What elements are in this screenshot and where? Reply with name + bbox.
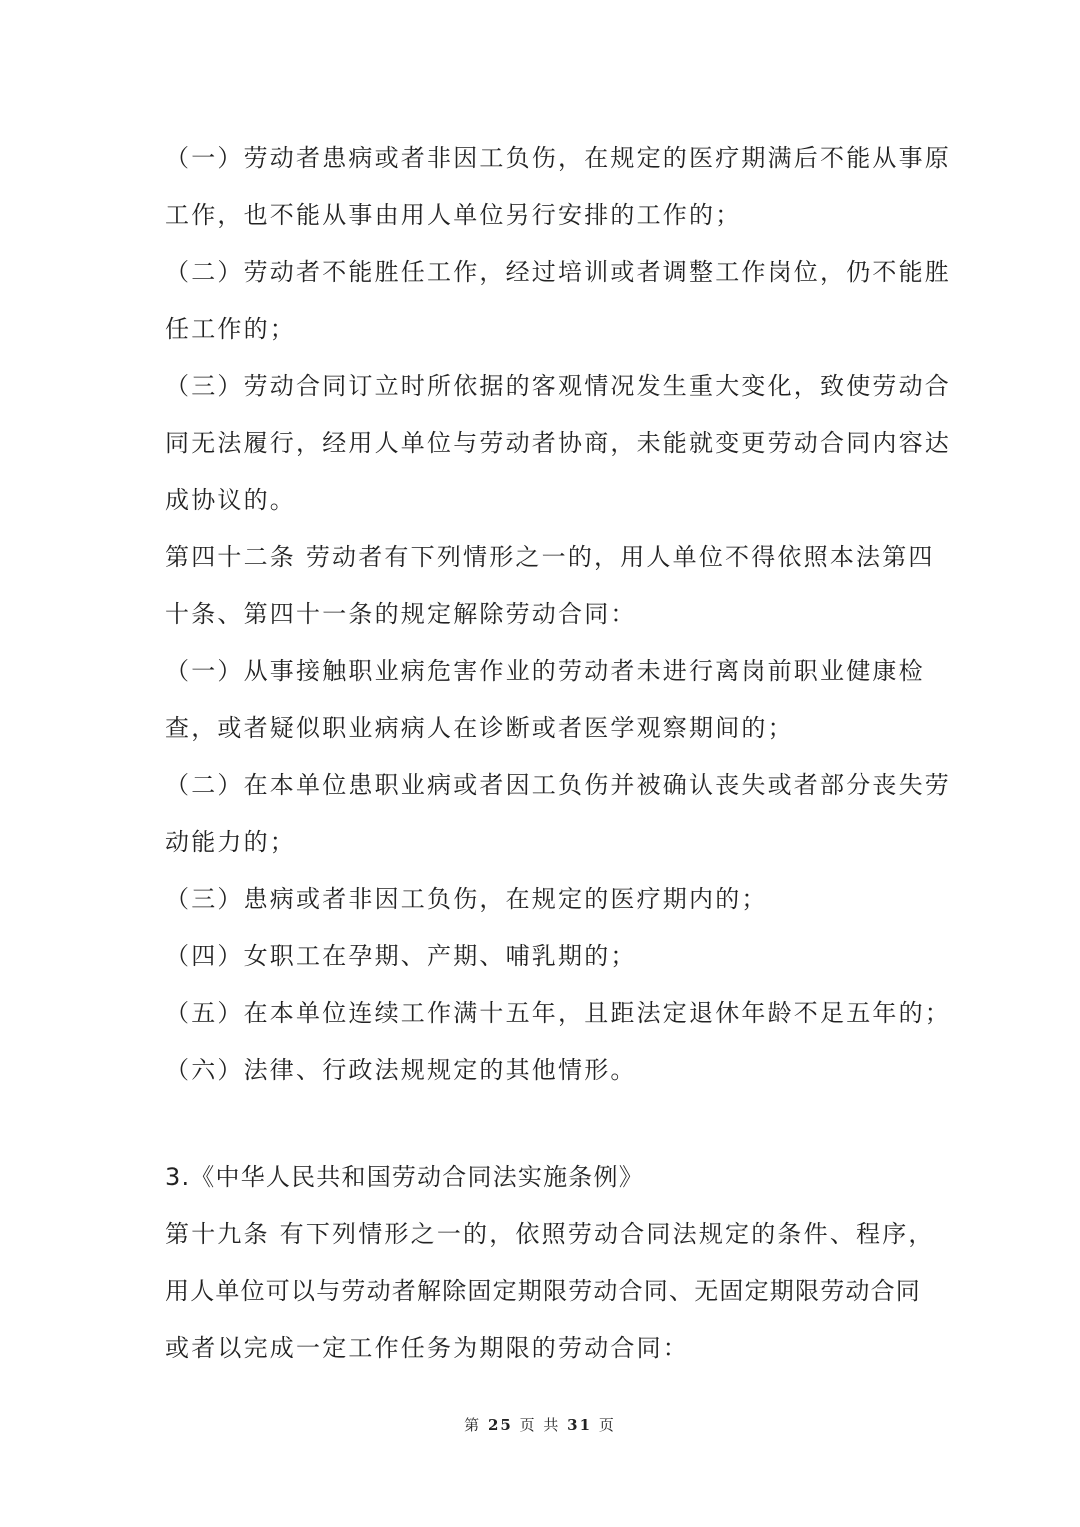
document-body xyxy=(165,130,951,1377)
paragraph-line: （三）劳动合同订立时所依据的客观情况发生重大变化，致使劳动合 xyxy=(165,372,951,400)
page-footer xyxy=(0,1414,1080,1435)
paragraph-line: （六）法律、行政法规规定的其他情形。 xyxy=(165,1056,637,1084)
footer-suffix: 页 xyxy=(598,1416,616,1434)
article-42-heading-line: 第四十二条 劳动者有下列情形之一的，用人单位不得依照本法第四 xyxy=(165,543,935,571)
footer-current-page: 25 xyxy=(487,1416,513,1434)
paragraph-line: （一）劳动者患病或者非因工负伤，在规定的医疗期满后不能从事原 xyxy=(165,144,951,172)
paragraph-line: 或者以完成一定工作任务为期限的劳动合同： xyxy=(165,1334,689,1362)
paragraph-line: （二）劳动者不能胜任工作，经过培训或者调整工作岗位，仍不能胜 xyxy=(165,258,951,286)
section-title: 3.《中华人民共和国劳动合同法实施条例》 xyxy=(165,1163,644,1191)
paragraph-line: （二）在本单位患职业病或者因工负伤并被确认丧失或者部分丧失劳 xyxy=(165,771,951,799)
article-19-heading-line: 第十九条 有下列情形之一的，依照劳动合同法规定的条件、程序， xyxy=(165,1220,935,1248)
footer-total-pages: 31 xyxy=(567,1416,593,1434)
paragraph-line: 十条、第四十一条的规定解除劳动合同： xyxy=(165,600,637,628)
paragraph-line: （五）在本单位连续工作满十五年，且距法定退休年龄不足五年的； xyxy=(165,999,951,1027)
footer-middle: 页 共 xyxy=(519,1416,561,1434)
paragraph-line: （四）女职工在孕期、产期、哺乳期的； xyxy=(165,942,637,970)
paragraph-line: （三）患病或者非因工负伤，在规定的医疗期内的； xyxy=(165,885,768,913)
paragraph-line: 动能力的； xyxy=(165,828,296,856)
paragraph-line: 工作，也不能从事由用人单位另行安排的工作的； xyxy=(165,201,742,229)
paragraph-line: 用人单位可以与劳动者解除固定期限劳动合同、无固定期限劳动合同 xyxy=(165,1277,921,1305)
paragraph-line: 成协议的。 xyxy=(165,486,296,514)
paragraph-line: 任工作的； xyxy=(165,315,296,343)
paragraph-line: 同无法履行，经用人单位与劳动者协商，未能就变更劳动合同内容达 xyxy=(165,429,951,457)
footer-prefix: 第 xyxy=(464,1416,482,1434)
paragraph-line: （一）从事接触职业病危害作业的劳动者未进行离岗前职业健康检 xyxy=(165,657,925,685)
paragraph-line: 查，或者疑似职业病病人在诊断或者医学观察期间的； xyxy=(165,714,794,742)
